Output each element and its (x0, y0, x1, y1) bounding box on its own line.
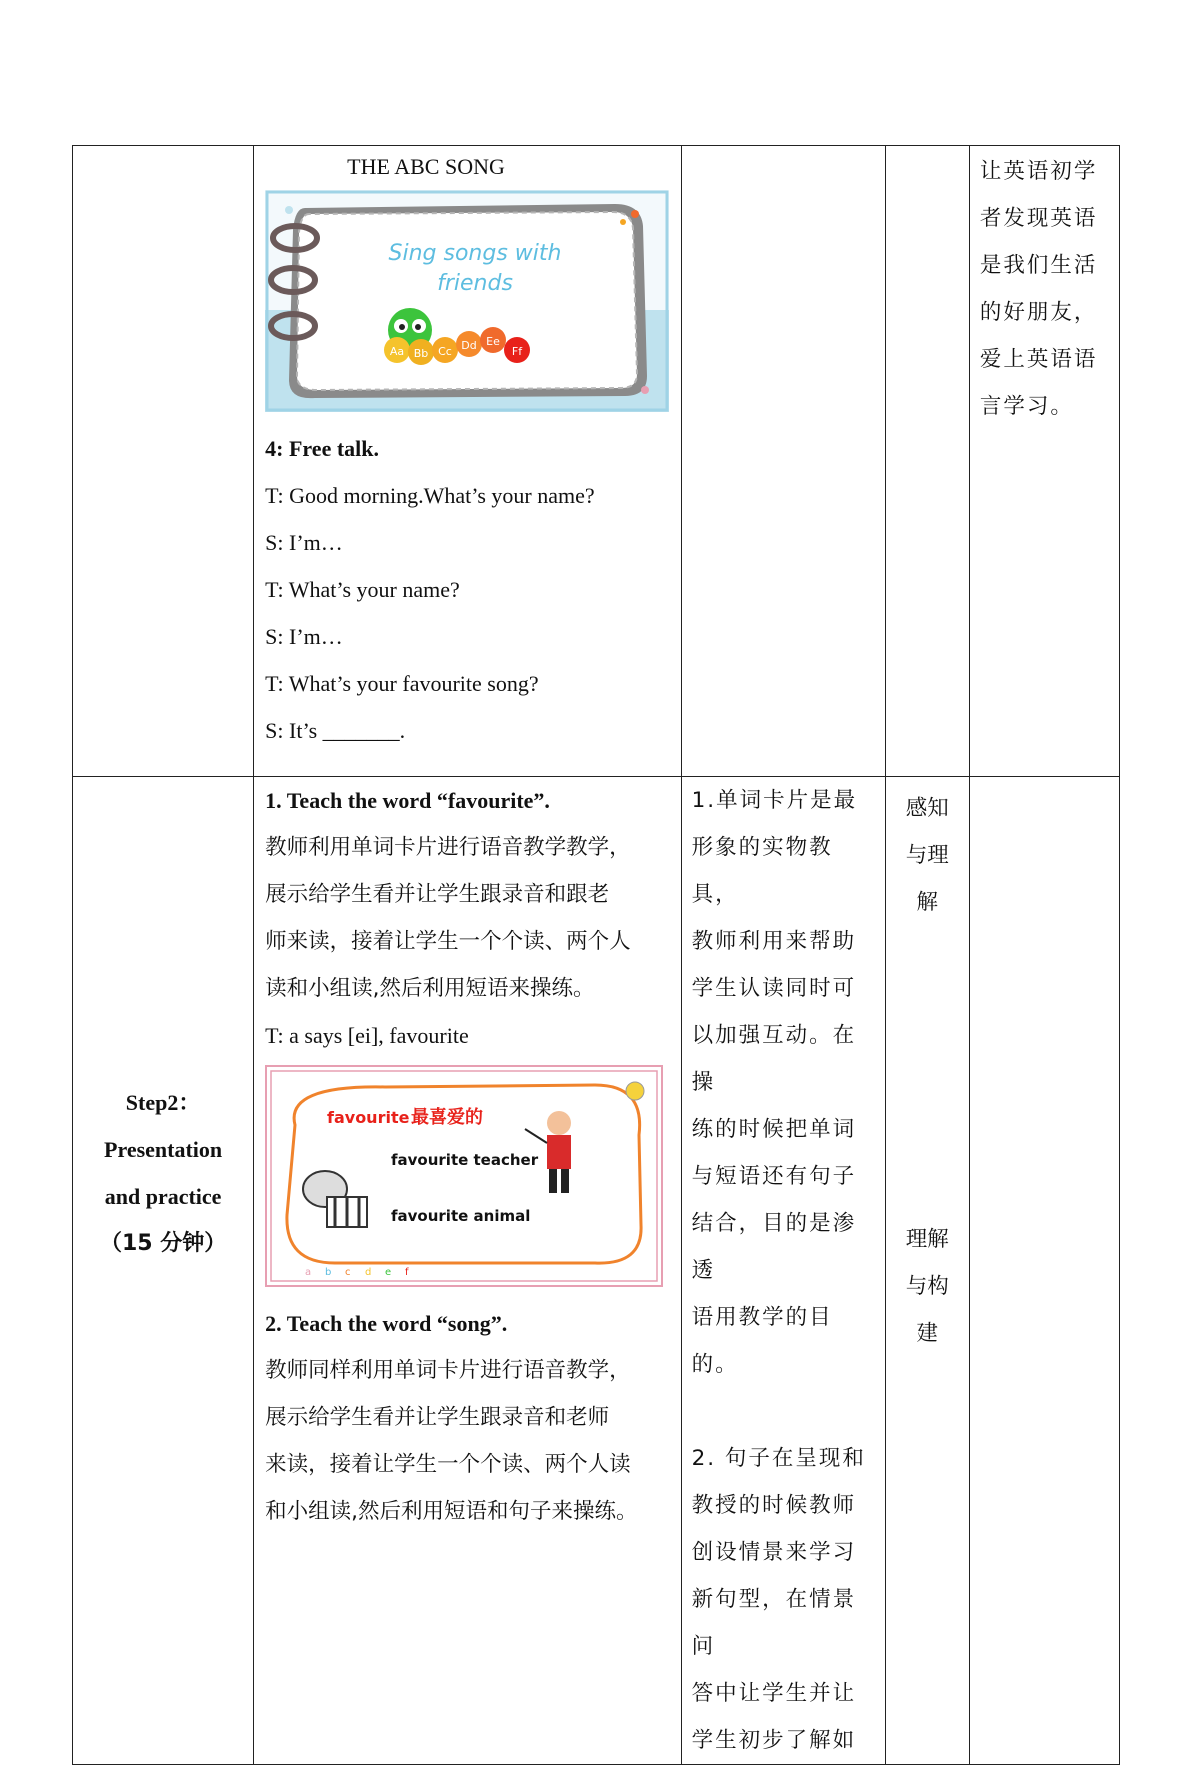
dialogue-line: T: What’s your name? (265, 577, 460, 602)
content-cell (254, 777, 681, 1765)
letter-ff: Ff (512, 345, 523, 358)
dialogue-line: S: I’m… (265, 624, 343, 649)
image2-title-en: favourite (327, 1108, 410, 1127)
note-line: 形象的实物教具， (691, 835, 833, 907)
note-line: 练的时候把单词 (691, 1117, 857, 1142)
teach1-line: 师来读，接着让学生一个个读、两个人 (265, 929, 631, 954)
letter-dd: Dd (461, 339, 477, 352)
table-row (73, 146, 1120, 777)
kind-line: 与理 (905, 843, 949, 868)
aim-cell-empty (969, 777, 1119, 1765)
note-line: 答中让学生并让 (691, 1681, 857, 1706)
teach2-line: 来读，接着让学生一个个读、两个人读 (265, 1452, 631, 1477)
teach2-line: 教师同样利用单词卡片进行语音教学， (265, 1358, 631, 1383)
dialogue-line: S: It’s _______. (265, 718, 406, 743)
design-note-cell-empty (681, 146, 885, 777)
aim-cell (969, 146, 1119, 777)
teach1-line: 教师利用单词卡片进行语音教学教学， (265, 835, 631, 860)
footer-letter: e (385, 1267, 392, 1278)
note-line: 学生初步了解如 (691, 1728, 857, 1753)
note-line: 创设情景来学习 (691, 1540, 857, 1565)
step-cell-empty (73, 146, 254, 777)
note-line: 教授的时候教师 (691, 1493, 857, 1518)
image1-caption-line2: friends (437, 271, 514, 296)
kind-line: 解 (916, 890, 939, 915)
favourite-illustration (265, 1065, 663, 1287)
free-talk-heading: 4: Free talk. (265, 436, 380, 461)
teach2-heading: 2. Teach the word “song”. (265, 1311, 508, 1336)
image2-phrase2: favourite animal (391, 1207, 531, 1225)
image1-caption-line1: Sing songs with (388, 241, 562, 266)
activity-kind-cell (885, 777, 969, 1765)
teach2-line: 展示给学生看并让学生跟录音和老师 (265, 1405, 610, 1430)
phonics-line: T: a says [ei], favourite (265, 1023, 469, 1048)
teach1-heading: 1. Teach the word “favourite”. (265, 788, 550, 813)
content-cell (254, 146, 681, 777)
footer-letter: f (405, 1267, 409, 1278)
table-row (73, 777, 1120, 1765)
step-label: and practice (104, 1184, 222, 1209)
footer-letter: b (325, 1267, 332, 1278)
footer-letter: d (365, 1267, 372, 1278)
aim-line: 让英语初学 (979, 159, 1098, 184)
note-line: 结合，目的是渗透 (691, 1211, 857, 1283)
step-label: Step2： (125, 1090, 201, 1115)
kind-line: 理解 (905, 1227, 949, 1252)
note-line: 与短语还有句子 (691, 1164, 857, 1189)
dialogue-line: T: Good morning.What’s your name? (265, 483, 595, 508)
note-line: 学生认读同时可 (691, 976, 857, 1001)
aim-line: 的好朋友， (979, 300, 1098, 325)
teach2-line: 和小组读,然后利用短语和句子来操练。 (265, 1499, 638, 1524)
song-title: THE ABC SONG (347, 154, 505, 179)
footer-letter: a (305, 1267, 312, 1278)
note-line: 以加强互动。在操 (691, 1023, 857, 1095)
aim-line: 言学习。 (979, 394, 1074, 419)
dialogue-line: T: What’s your favourite song? (265, 671, 539, 696)
footer-letter: c (345, 1267, 351, 1278)
aim-line: 是我们生活 (979, 253, 1098, 278)
step-label: Presentation (104, 1137, 223, 1162)
kind-line: 建 (916, 1321, 939, 1346)
sing-songs-image (265, 190, 669, 417)
favourite-image (265, 1065, 669, 1292)
lesson-plan-table (72, 145, 1120, 1765)
letter-aa: Aa (390, 345, 405, 358)
note-line: 1.单词卡片是最 (691, 788, 858, 813)
note-line: 2. 句子在呈现和 (691, 1446, 866, 1471)
aim-line: 者发现英语 (979, 206, 1098, 231)
step-duration: （15 分钟） (99, 1231, 227, 1256)
note-line: 语用教学的目的。 (691, 1305, 833, 1377)
design-note-cell (681, 777, 885, 1765)
kind-line: 与构 (905, 1274, 949, 1299)
image2-title-cn: 最喜爱的 (411, 1107, 484, 1128)
note-line: 新句型，在情景问 (691, 1587, 857, 1659)
step-cell (73, 777, 254, 1765)
letter-ee: Ee (486, 335, 501, 348)
image2-phrase1: favourite teacher (391, 1151, 539, 1169)
teach1-line: 展示给学生看并让学生跟录音和跟老 (265, 882, 610, 907)
teach1-line: 读和小组读,然后利用短语来操练。 (265, 976, 595, 1001)
aim-line: 爱上英语语 (979, 347, 1098, 372)
note-line: 教师利用来帮助 (691, 929, 857, 954)
kind-cell-empty (885, 146, 969, 777)
letter-bb: Bb (413, 347, 429, 360)
kind-line: 感知 (905, 796, 949, 821)
letter-cc: Cc (438, 345, 453, 358)
dialogue-line: S: I’m… (265, 530, 343, 555)
sing-songs-illustration (265, 190, 669, 412)
